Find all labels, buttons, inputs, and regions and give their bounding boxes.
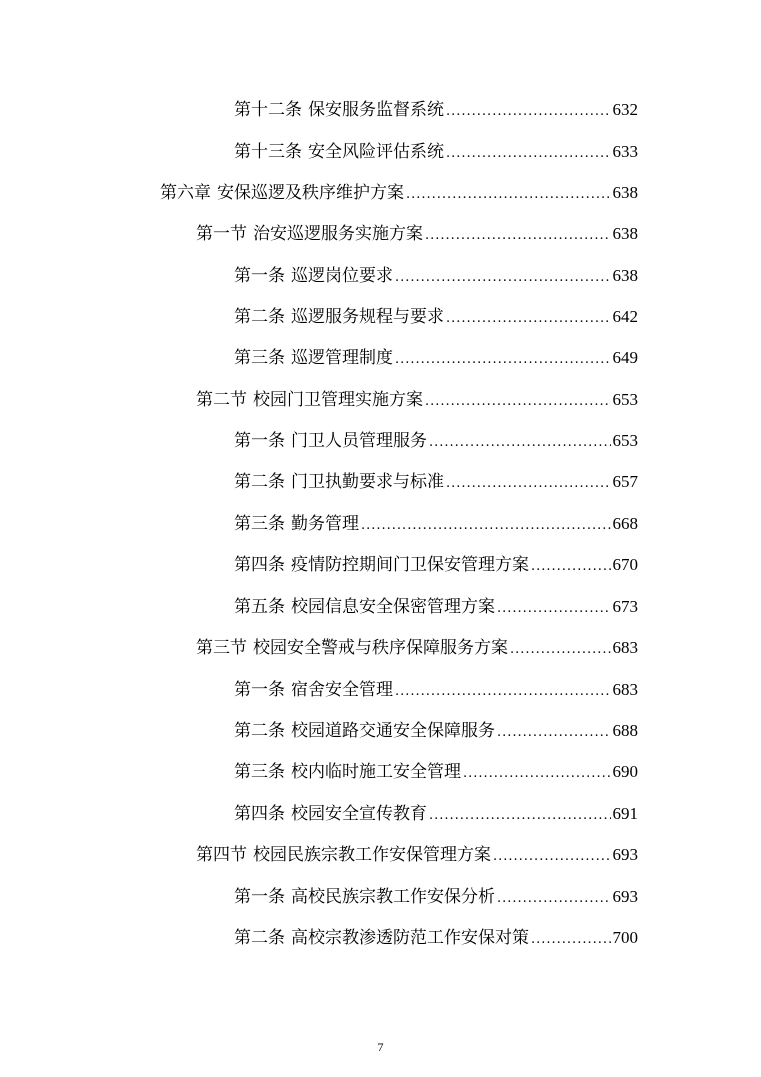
toc-entry-section[interactable] [196,841,638,869]
toc-entry-title: 巡逻管理制度 [291,348,393,368]
toc-entry-page: 673 [612,597,638,616]
toc-entry[interactable] [234,676,638,704]
toc-entry-title: 疫情防控期间门卫保安管理方案 [291,555,529,575]
toc-dot-leader [493,843,611,871]
toc-entry-page: 688 [612,721,638,740]
toc-entry-number: 第一条 [234,266,285,286]
toc-entry[interactable] [234,427,638,455]
toc-dot-leader [463,760,611,788]
toc-entry-page: 693 [612,845,638,864]
toc-dot-leader [395,678,611,706]
toc-dot-leader [531,926,611,954]
toc-dot-leader [429,429,611,457]
toc-entry-title: 校内临时施工安全管理 [291,762,461,782]
toc-entry[interactable] [234,924,638,952]
toc-dot-leader [361,512,611,540]
toc-entry-chapter[interactable] [160,179,638,207]
toc-entry-number: 第十三条 [234,142,302,162]
toc-entry-page: 691 [612,804,638,823]
toc-entry-page: 638 [612,224,638,243]
toc-entry[interactable] [234,758,638,786]
toc-entry-page: 633 [612,142,638,161]
toc-entry-number: 第一条 [234,680,285,700]
toc-entry-title: 门卫执勤要求与标准 [291,472,444,492]
toc-entry-page: 638 [612,183,638,202]
toc-dot-leader [446,470,611,498]
toc-entry-number: 第二条 [234,928,285,948]
toc-entry-title: 保安服务监督系统 [308,100,444,120]
toc-entry-page: 700 [612,928,638,947]
toc-entry-page: 653 [612,431,638,450]
toc-entry-section[interactable] [196,386,638,414]
toc-entry-number: 第四条 [234,555,285,575]
toc-dot-leader [446,140,611,168]
toc-dot-leader [429,802,611,830]
toc-entry-section[interactable] [196,220,638,248]
toc-entry-page: 649 [612,348,638,367]
toc-entry-page: 632 [612,100,638,119]
toc-entry-title: 校园安全宣传教育 [291,804,427,824]
toc-entry-page: 670 [612,555,638,574]
toc-entry-page: 653 [612,390,638,409]
toc-entry-title: 巡逻服务规程与要求 [291,307,444,327]
toc-entry[interactable] [234,551,638,579]
toc-entry-title: 治安巡逻服务实施方案 [253,224,423,244]
toc-entry[interactable] [234,717,638,745]
toc-entry-title: 校园信息安全保密管理方案 [291,597,495,617]
toc-entry[interactable] [234,138,638,166]
toc-entry-number: 第一节 [196,224,247,244]
toc-entry-number: 第三节 [196,638,247,658]
page-number: 7 [377,1040,384,1054]
toc-entry-page: 638 [612,266,638,285]
toc-entry[interactable] [234,800,638,828]
toc-entry-page: 690 [612,762,638,781]
toc-entry-title: 勤务管理 [291,514,359,534]
toc-entry[interactable] [234,303,638,331]
toc-dot-leader [395,264,611,292]
toc-entry[interactable] [234,468,638,496]
toc-entry-number: 第三条 [234,348,285,368]
toc-entry-title: 高校民族宗教工作安保分析 [291,887,495,907]
toc-entry[interactable] [234,262,638,290]
toc-dot-leader [497,719,611,747]
toc-dot-leader [497,885,611,913]
toc-dot-leader [446,98,611,126]
toc-entry-page: 683 [612,638,638,657]
toc-entry-title: 门卫人员管理服务 [291,431,427,451]
toc-entry[interactable] [234,510,638,538]
toc-dot-leader [531,553,611,581]
toc-entry-number: 第二条 [234,307,285,327]
toc-entry-number: 第五条 [234,597,285,617]
toc-dot-leader [497,595,611,623]
toc-entry-title: 校园道路交通安全保障服务 [291,721,495,741]
toc-dot-leader [395,346,611,374]
toc-entry-number: 第四节 [196,845,247,865]
toc-dot-leader [425,222,611,250]
toc-entry-title: 宿舍安全管理 [291,680,393,700]
toc-entry-page: 693 [612,887,638,906]
toc-entry-number: 第三条 [234,762,285,782]
toc-dot-leader [446,305,611,333]
toc-entry[interactable] [234,593,638,621]
toc-entry-number: 第二条 [234,472,285,492]
toc-entry-number: 第四条 [234,804,285,824]
toc-entry-page: 668 [612,514,638,533]
toc-dot-leader [510,636,611,664]
toc-entry-section[interactable] [196,634,638,662]
toc-entry-number: 第三条 [234,514,285,534]
toc-entry-number: 第二节 [196,390,247,410]
toc-entry-number: 第十二条 [234,100,302,120]
toc-dot-leader [406,181,611,209]
toc-entry-title: 校园门卫管理实施方案 [253,390,423,410]
toc-entry-title: 安全风险评估系统 [308,142,444,162]
toc-entry-number: 第一条 [234,431,285,451]
toc-entry-title: 校园民族宗教工作安保管理方案 [253,845,491,865]
toc-entry-title: 安保巡逻及秩序维护方案 [217,183,404,203]
toc-entry-number: 第一条 [234,887,285,907]
toc-entry[interactable] [234,883,638,911]
toc-entry-page: 657 [612,472,638,491]
toc-entry-page: 683 [612,680,638,699]
toc-entry-title: 巡逻岗位要求 [291,266,393,286]
toc-entry-title: 高校宗教渗透防范工作安保对策 [291,928,529,948]
toc-entry[interactable] [234,96,638,124]
toc-entry-number: 第二条 [234,721,285,741]
toc-entry-title: 校园安全警戒与秩序保障服务方案 [253,638,508,658]
toc-entry[interactable] [234,344,638,372]
toc-entry-page: 642 [612,307,638,326]
toc-entry-number: 第六章 [160,183,211,203]
toc-dot-leader [425,388,611,416]
